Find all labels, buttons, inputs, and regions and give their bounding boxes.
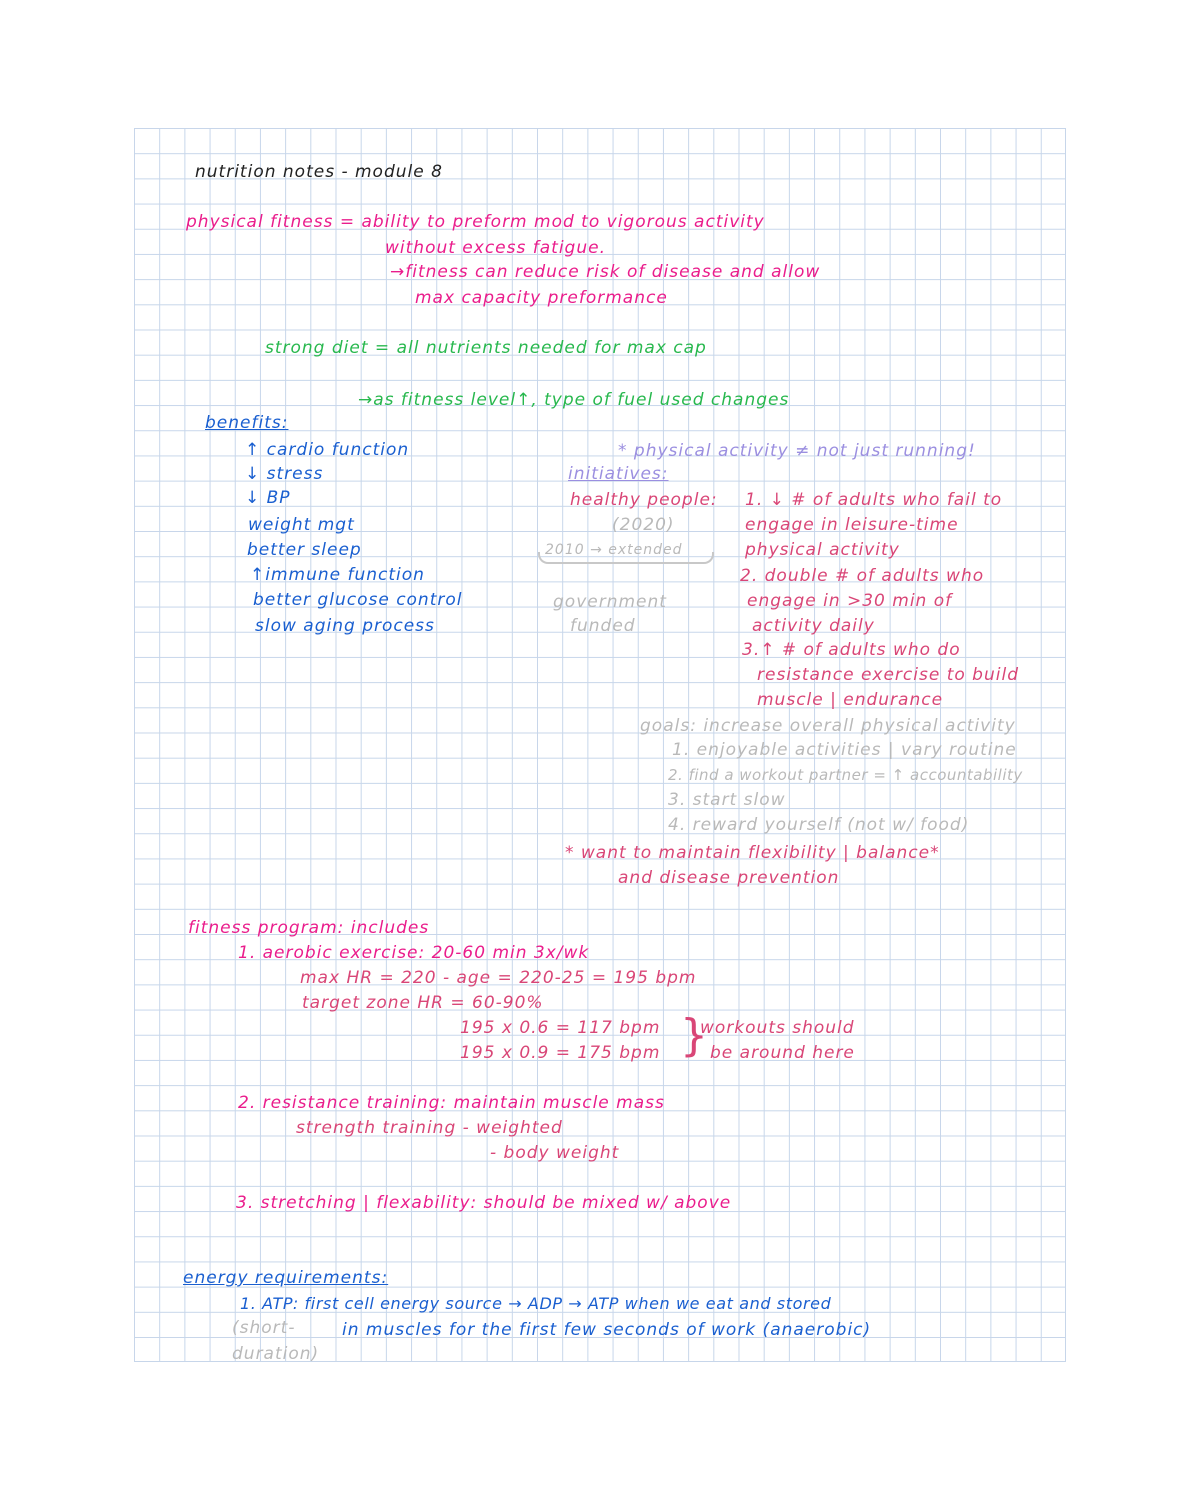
short-duration-line-2: duration) <box>232 1344 320 1364</box>
fitness-definition-line-2: without excess fatigue. <box>385 238 606 258</box>
fitness-program-heading: fitness program: includes <box>188 918 430 938</box>
workouts-note-line-1: workouts should <box>700 1018 855 1038</box>
max-hr-line: max HR = 220 - age = 220-25 = 195 bpm <box>300 968 697 988</box>
benefits-heading: benefits: <box>205 413 289 433</box>
fitness-definition-line-1: physical fitness = ability to preform mod to vigorous activity <box>186 212 765 232</box>
fitness-definition-line-4: max capacity preformance <box>415 288 668 308</box>
resistance-training-line: 2. resistance training: maintain muscle mass <box>238 1093 665 1113</box>
goal-item: 2. find a workout partner = ↑ accountability <box>668 766 1023 784</box>
funded-label: funded <box>570 616 636 636</box>
short-duration-line-1: (short- <box>232 1318 296 1338</box>
energy-heading: energy requirements: <box>183 1268 389 1288</box>
initiatives-heading: initiatives: <box>568 464 669 484</box>
benefit-item: better glucose control <box>253 590 463 610</box>
fuel-changes-line: →as fitness level↑, type of fuel used changes <box>358 390 790 410</box>
healthy-people-year: (2020) <box>612 515 675 535</box>
benefit-item: ↓ BP <box>245 488 291 508</box>
initiative-item: 2. double # of adults who <box>740 566 985 586</box>
extended-bracket <box>538 552 714 564</box>
strength-training-line: strength training - weighted <box>296 1118 563 1138</box>
healthy-people-label: healthy people: <box>570 490 718 510</box>
balance-note-line-1: * want to maintain flexibility | balance* <box>565 843 940 863</box>
initiative-item: 1. ↓ # of adults who fail to <box>745 490 1003 510</box>
benefit-item: slow aging process <box>255 616 435 636</box>
benefit-item: better sleep <box>247 540 362 560</box>
initiative-item: muscle | endurance <box>757 690 944 710</box>
target-calc-high: 195 x 0.9 = 175 bpm <box>460 1043 661 1063</box>
goal-item: 4. reward yourself (not w/ food) <box>668 815 970 835</box>
benefit-item: ↑ cardio function <box>245 440 410 460</box>
benefit-item: weight mgt <box>248 515 355 535</box>
goal-item: 3. start slow <box>668 790 786 810</box>
fitness-definition-line-3: →fitness can reduce risk of disease and allow <box>390 262 821 282</box>
strong-diet-line: strong diet = all nutrients needed for max cap <box>265 338 707 358</box>
aerobic-exercise-line: 1. aerobic exercise: 20-60 min 3x/wk <box>238 943 590 963</box>
benefit-item: ↑immune function <box>250 565 425 585</box>
body-weight-line: - body weight <box>490 1143 620 1163</box>
initiative-item: resistance exercise to build <box>757 665 1019 685</box>
page-title: nutrition notes - module 8 <box>195 162 443 182</box>
government-label: government <box>553 592 667 612</box>
benefit-item: ↓ stress <box>245 464 324 484</box>
physical-activity-note: * physical activity ≠ not just running! <box>618 441 976 461</box>
extended-label: 2010 → extended <box>545 542 683 558</box>
balance-note-line-2: and disease prevention <box>618 868 840 888</box>
stretching-line: 3. stretching | flexability: should be mixed w/ above <box>236 1193 732 1213</box>
initiative-item: physical activity <box>745 540 900 560</box>
target-zone-line: target zone HR = 60-90% <box>302 993 544 1013</box>
initiative-item: 3.↑ # of adults who do <box>742 640 961 660</box>
initiative-item: engage in >30 min of <box>747 591 953 611</box>
initiative-item: engage in leisure-time <box>745 515 959 535</box>
atp-line-2: in muscles for the first few seconds of work (anaerobic) <box>342 1320 872 1340</box>
atp-line-1: 1. ATP: first cell energy source → ADP → ATP when we eat and stored <box>240 1294 832 1313</box>
initiative-item: activity daily <box>752 616 875 636</box>
goals-heading: goals: increase overall physical activity <box>640 716 1016 736</box>
target-calc-low: 195 x 0.6 = 117 bpm <box>460 1018 661 1038</box>
target-brace: } <box>680 1010 708 1061</box>
workouts-note-line-2: be around here <box>710 1043 855 1063</box>
goal-item: 1. enjoyable activities | vary routine <box>672 740 1017 760</box>
